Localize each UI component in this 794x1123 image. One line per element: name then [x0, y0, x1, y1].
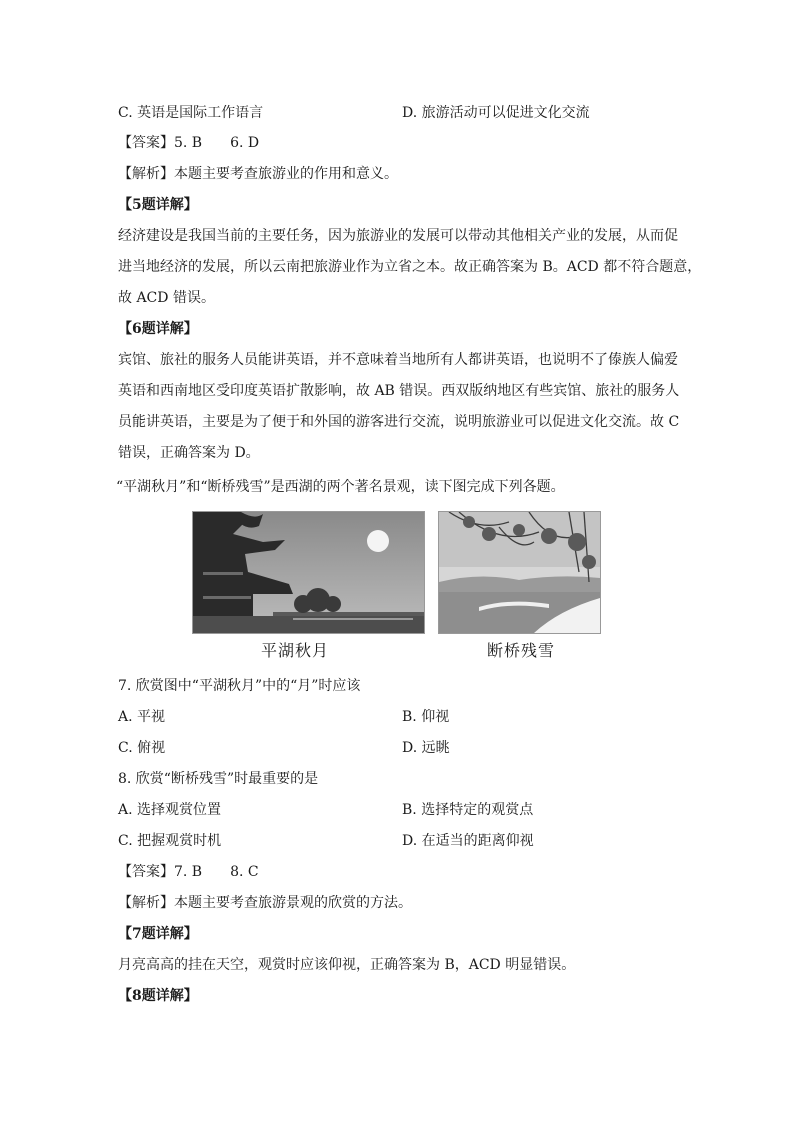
paragraph-line: 宾馆、旅社的服务人员能讲英语，并不意味着当地所有人都讲英语，也说明不了傣族人偏爱: [118, 352, 678, 368]
paragraph-line: 进当地经济的发展，所以云南把旅游业作为立省之本。故正确答案为 B。ACD 都不符合题意，: [118, 259, 702, 275]
q7-option-a: A. 平视: [118, 709, 166, 725]
left-photo-caption: 平湖秋月: [261, 641, 330, 660]
pinghu-qiuyue-illustration: [193, 512, 424, 633]
paragraph-line: 员能讲英语，主要是为了便于和外国的游客进行交流，说明旅游业可以促进文化交流。故 C: [118, 414, 680, 430]
question-7-stem: 7. 欣赏图中“平湖秋月”中的“月”时应该: [118, 678, 361, 694]
intro-line: “平湖秋月”和“断桥残雪”是西湖的两个著名景观，读下图完成下列各题。: [116, 479, 565, 495]
q8-option-b: B. 选择特定的观赏点: [402, 802, 534, 818]
option-c: C. 英语是国际工作语言: [118, 105, 264, 121]
detail-heading: 【6题详解】: [118, 321, 198, 337]
answer-line: 【答案】5. B 6. D: [118, 135, 260, 151]
duanqiao-canxue-illustration: [439, 512, 600, 633]
q7-option-c: C. 俯视: [118, 740, 166, 756]
moon-shape: [367, 530, 389, 552]
question-8-stem: 8. 欣赏“断桥残雪”时最重要的是: [118, 771, 319, 787]
q8-option-d: D. 在适当的距离仰视: [402, 833, 534, 849]
q8-option-c: C. 把握观赏时机: [118, 833, 222, 849]
duanqiao-canxue-photo: [438, 511, 601, 634]
paragraph-line: 英语和西南地区受印度英语扩散影响，故 AB 错误。西双版纳地区有些宾馆、旅社的服务人: [118, 383, 680, 399]
q8-option-a: A. 选择观赏位置: [118, 802, 222, 818]
right-photo-caption: 断桥残雪: [487, 641, 556, 660]
paragraph-line: 经济建设是我国当前的主要任务，因为旅游业的发展可以带动其他相关产业的发展，从而促: [118, 228, 678, 244]
analysis-line: 【解析】本题主要考查旅游业的作用和意义。: [118, 166, 398, 182]
option-d: D. 旅游活动可以促进文化交流: [402, 105, 590, 121]
paragraph-line: 月亮高高的挂在天空，观赏时应该仰视，正确答案为 B，ACD 明显错误。: [118, 957, 576, 973]
analysis-line: 【解析】本题主要考查旅游景观的欣赏的方法。: [118, 895, 412, 911]
q7-option-b: B. 仰视: [402, 709, 450, 725]
pinghu-qiuyue-photo: [192, 511, 425, 634]
detail-heading: 【7题详解】: [118, 926, 198, 942]
q7-option-d: D. 远眺: [402, 740, 450, 756]
answer-line: 【答案】7. B 8. C: [118, 864, 259, 880]
paragraph-line: 故 ACD 错误。: [118, 290, 215, 306]
paragraph-line: 错误，正确答案为 D。: [118, 445, 260, 461]
detail-heading: 【5题详解】: [118, 197, 198, 213]
detail-heading: 【8题详解】: [118, 988, 198, 1004]
